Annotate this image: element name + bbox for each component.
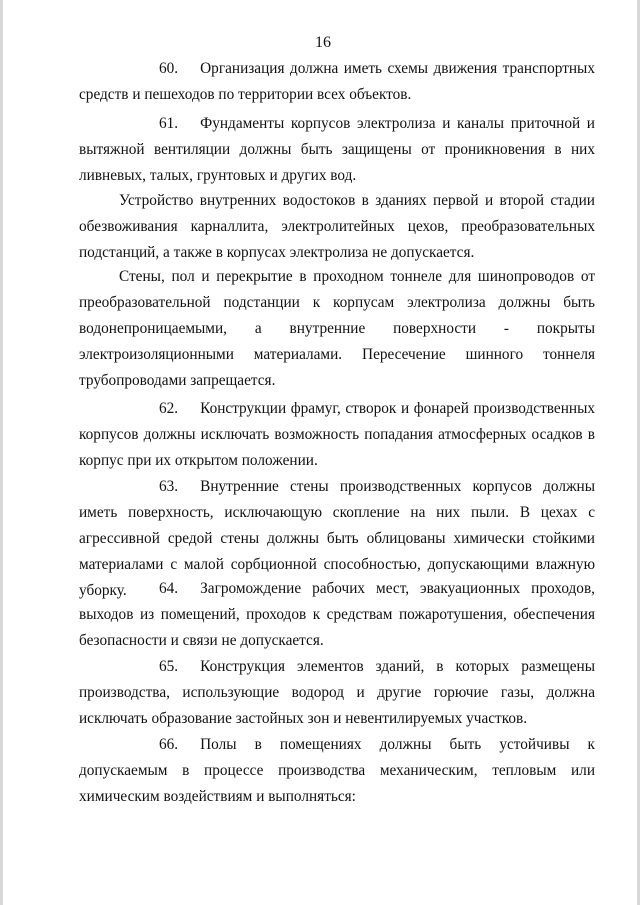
paragraph-text: Конструкции фрамуг, створок и фонарей производственных корпусов должны исключать возможность попадания атмосферных осадков в корпус при их открытом положении. [79,400,595,469]
paragraph-text: Внутренние стены производственных корпусов должны иметь поверхность, исключающую скопление на них пыли. В цехах с агрессивной средой стены должны быть облицованы химически стойкими материалами с малой сорбционной способностью, допускающими влажную уборку. [79,478,595,599]
paragraph-internal-drains [79,188,595,266]
paragraph-64 [79,576,595,654]
paragraph-number: 60. [159,60,179,77]
paragraph-text: Организация должна иметь схемы движения транспортных средств и пешеходов по территории всех объектов. [79,60,595,103]
paragraph-number: 66. [159,736,179,753]
paragraph-text: Стены, пол и перекрытие в проходном тоннеле для шинопроводов от преобразовательной подстанции к корпусам электролиза должны быть водонепроницаемыми, а внутренние поверхности - покрыты электроизоляционными материалами. Пересечение шинного тоннеля трубопроводами запрещается. [79,268,595,389]
paragraph-60 [79,56,595,108]
paragraph-66 [79,732,595,810]
paragraph-number: 63. [159,478,179,495]
paragraph-number: 64. [159,580,179,597]
page-number: 16 [315,34,331,51]
paragraph-text: Конструкция элементов зданий, в которых размещены производства, использующие водород и другие горючие газы, должна исключать образование застойных зон и невентилируемых участков. [79,658,595,727]
paragraph-number: 65. [159,658,179,675]
paragraph-65 [79,654,595,732]
paragraph-number: 62. [159,400,179,417]
paragraph-number: 61. [159,115,179,132]
paragraph-62 [79,396,595,474]
paragraph-text: Устройство внутренних водостоков в зданиях первой и второй стадии обезвоживания карналлита, электролитейных цехов, преобразовательных подстанций, а также в корпусах электролиза не допускается. [79,192,595,261]
paragraph-busbar-tunnel [79,264,595,394]
paragraph-text: Фундаменты корпусов электролиза и каналы приточной и вытяжной вентиляции должны быть защищены от проникновения в них ливневых, талых, грунтовых и других вод. [79,115,595,184]
paragraph-text: Загромождение рабочих мест, эвакуационных проходов, выходов из помещений, проходов к средствам пожаротушения, обеспечения безопасности и связи не допускается. [79,580,595,649]
paragraph-61 [79,111,595,189]
paragraph-text: Полы в помещениях должны быть устойчивы к допускаемым в процессе производства механическим, тепловым или химическим воздействиям и выполняться: [79,736,595,805]
